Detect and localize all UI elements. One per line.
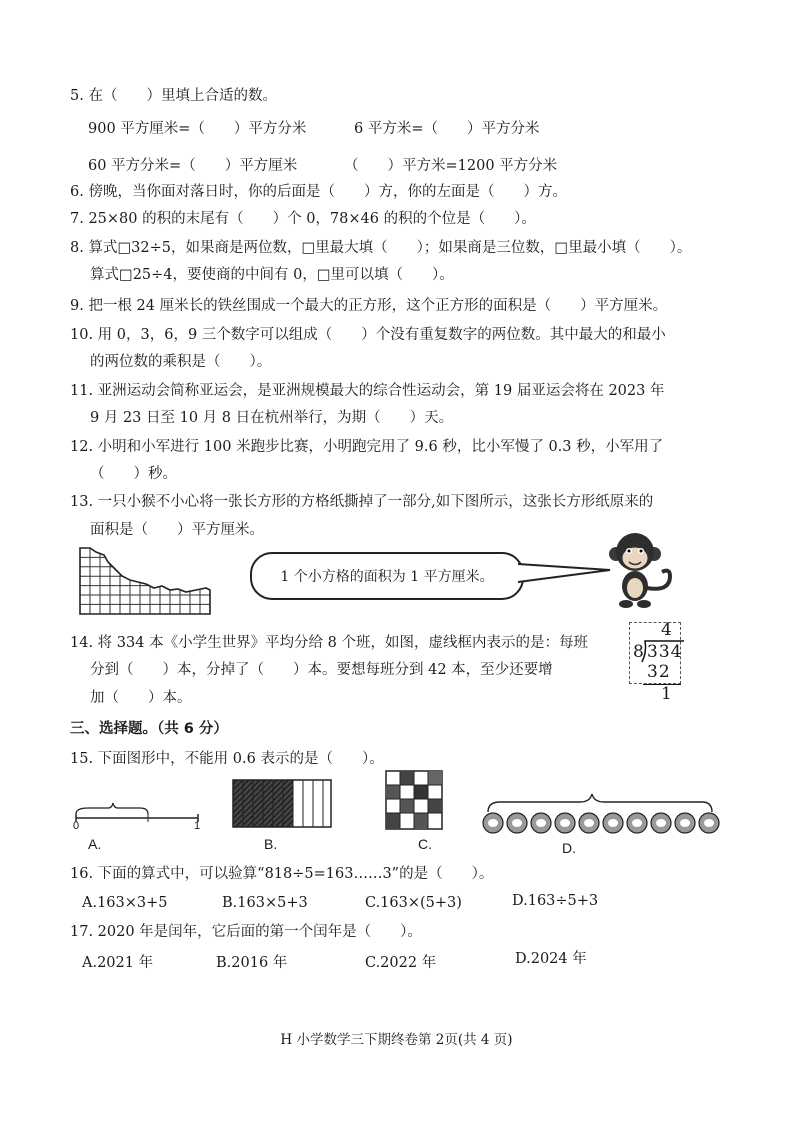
q10-line1: 10. 用 0，3，6，9 三个数字可以组成（ ）个没有重复数字的两位数。其中最大的和最小	[70, 327, 666, 343]
tick-0: 0	[73, 820, 80, 832]
q17-option-c: C.2022 年	[365, 955, 437, 971]
q16-option-b: B.163×5+3	[222, 895, 308, 911]
q17-option-b: B.2016 年	[216, 955, 288, 971]
long-division	[625, 618, 685, 708]
q15-title: 15. 下面图形中，不能用 0.6 表示的是（ ）。	[70, 751, 384, 767]
q7-text: 7. 25×80 的积的末尾有（ ）个 0，78×46 的积的个位是（ ）。	[70, 211, 536, 227]
option-a-label: A.	[88, 836, 102, 852]
q13-line2: 面积是（ ）平方厘米。	[90, 522, 264, 538]
q16-option-d: D.163÷5+3	[512, 893, 599, 909]
q5-item-b: 6 平方米=（ ）平方分米	[354, 121, 540, 137]
q16-title: 16. 下面的算式中，可以验算“818÷5=163……3”的是（ ）。	[70, 866, 494, 882]
q13-line1: 13. 一只小猴不小心将一张长方形的方格纸撕掉了一部分,如下图所示，这张长方形纸原来的	[70, 494, 654, 510]
quotient: 4	[661, 620, 672, 640]
monkey-icon	[604, 528, 682, 610]
tick-1: 1	[194, 820, 201, 832]
q8-line1: 8. 算式□32÷5，如果商是两位数，□里最大填（ ）；如果商是三位数，□里最小填（ ）。	[70, 240, 692, 256]
option-d-coin-group	[480, 790, 720, 838]
q5-item-d: （ ）平方米=1200 平方分米	[344, 158, 558, 174]
speech-bubble	[250, 552, 524, 600]
divisor: 8	[633, 642, 644, 662]
q12-line2: （ ）秒。	[90, 466, 177, 482]
q14-line1: 14. 将 334 本《小学生世界》平均分给 8 个班，如图，虚线框内表示的是：每班	[70, 635, 589, 651]
q5-title: 5. 在（ ）里填上合适的数。	[70, 88, 277, 104]
q17-title: 17. 2020 年是闰年，它后面的第一个闰年是（ ）。	[70, 924, 422, 940]
q16-option-a: A.163×3+5	[82, 895, 168, 911]
bubble-text: 1 个小方格的面积为 1 平方厘米。	[280, 569, 494, 585]
torn-grid-figure	[78, 546, 213, 616]
option-d-label: D.	[562, 840, 576, 856]
q14-line3: 加（ ）本。	[90, 690, 192, 706]
q6-text: 6. 傍晚，当你面对落日时，你的后面是（ ）方，你的左面是（ ）方。	[70, 184, 567, 200]
remainder: 1	[661, 684, 672, 704]
option-c-label: C.	[418, 836, 432, 852]
q11-line2: 9 月 23 日至 10 月 8 日在杭州举行，为期（ ）天。	[90, 410, 454, 426]
q5-item-c: 60 平方分米=（ ）平方厘米	[88, 158, 298, 174]
q10-line2: 的两位数的乘积是（ ）。	[90, 354, 272, 370]
option-b-shaded-rectangle	[232, 779, 332, 829]
option-b-label: B.	[264, 836, 278, 852]
q14-line2: 分到（ ）本，分掉了（ ）本。要想每班分到 42 本，至少还要增	[90, 662, 553, 678]
section-title: 三、选择题。（共 6 分）	[70, 721, 228, 737]
product: 32	[647, 662, 671, 682]
bubble-tail	[518, 556, 614, 592]
dividend: 334	[647, 642, 683, 662]
q17-option-a: A.2021 年	[82, 955, 154, 971]
q17-option-d: D.2024 年	[515, 951, 587, 967]
q9-text: 9. 把一根 24 厘米长的铁丝围成一个最大的正方形，这个正方形的面积是（ ）平方厘米。	[70, 298, 668, 314]
q16-option-c: C.163×(5+3)	[365, 895, 462, 911]
q11-line1: 11. 亚洲运动会简称亚运会，是亚洲规模最大的综合性运动会，第 19 届亚运会将在 2023 年	[70, 383, 665, 399]
q5-item-a: 900 平方厘米=（ ）平方分米	[88, 121, 307, 137]
q12-line1: 12. 小明和小军进行 100 米跑步比赛，小明跑完用了 9.6 秒，比小军慢了 0.3 秒，小军用了	[70, 439, 664, 455]
page-footer: H 小学数学三下期终卷第 2页(共 4 页)	[280, 1032, 513, 1048]
option-a-number-line	[70, 800, 205, 830]
option-c-checker-square	[385, 770, 443, 830]
q8-line2: 算式□25÷4，要使商的中间有 0，□里可以填（ ）。	[90, 267, 454, 283]
